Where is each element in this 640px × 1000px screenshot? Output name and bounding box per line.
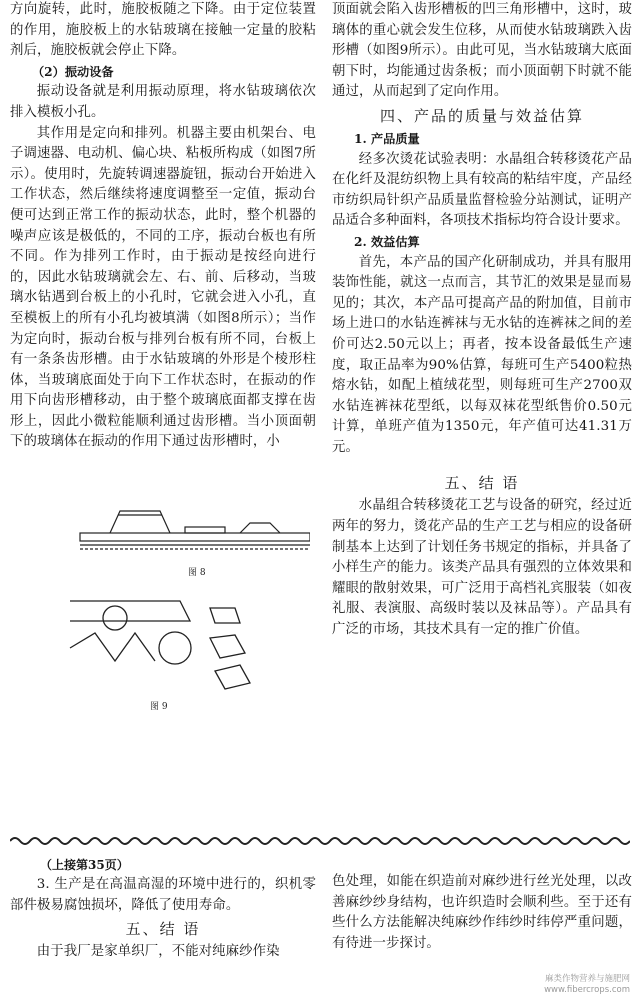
subsection-benefit-estimate: 2. 效益估算: [354, 234, 420, 249]
watermark-title: 麻类作物营养与施肥网: [544, 974, 630, 984]
watermark-url: www.fibercrops.com: [544, 985, 630, 995]
right-paragraph-4: 水晶组合转移烫花工艺与设备的研究，经过近两年的努力，烫花产品的生产工艺与相应的设备研制基本上达到了计划任务书规定的指标，并具备了小样生产的能力。该类产品具有强烈的立体效果和耀眼的散射效果，可广泛用于高档礼宾服装（如夜礼服、表演服、高级时装以及袜品等）。产品具有广泛的市场，其技术具有一定的推广价值。: [332, 498, 632, 638]
subsection-product-quality: 1. 产品质量: [354, 131, 420, 146]
site-watermark: [544, 974, 630, 996]
fig8-rhinestone: [110, 511, 170, 533]
lower-left-paragraph-2: 由于我厂是家单织厂，不能对纯麻纱作染: [36, 944, 280, 960]
lower-left-column: [10, 855, 316, 963]
figure-9: [10, 593, 310, 713]
lower-left-paragraph-1: 3. 生产是在高温高湿的环境中进行的，织机零部件极易腐蚀损坏，降低了使用寿命。: [10, 877, 316, 913]
fig8-board: [80, 533, 310, 541]
left-paragraph-3: 其作用是定向和排列。机器主要由机架台、电子调速器、电动机、偏心块、粘板所构成（如图7所示）。使用时，先旋转调速器旋钮，振动台开始进入工作状态，然后继续将速度调整至一定值，振动台便可达到正常工作的振动状态，此时，整个机器的噪声应该是极低的，不同的工序，振动台板也有所不同。作为排列工作时，由于振动是按经向进行的，因此水钻玻璃就会左、右、前、后移动，当玻璃水钻遇到台板上的小孔时，它就会进入小孔，直至模板上的所有小孔均被填满（如图8所示）；当作为定向时，振动台板与排列台板有所不同，台板上有一条条齿形槽。由于水钻玻璃的外形是个棱形柱体，当玻璃底面处于向下工作状态时，在振动的作用下向齿形槽移动，由于整个玻璃底面都支撑在齿形上，因此小微粒能顺利通过齿形槽。当小顶面朝下的玻璃体在振动的作用下通过齿形槽时，小: [10, 125, 316, 450]
figure-9-caption: 图 9: [150, 702, 168, 713]
section-4-heading: 四、产品的质量与效益估算: [379, 106, 584, 125]
continued-from-note: （上接第35页）: [40, 858, 129, 872]
section-5-heading: 五、结 语: [444, 474, 520, 493]
article-divider: [10, 834, 630, 848]
left-paragraph-2: 振动设备就是利用振动原理，将水钻玻璃依次排入模板小孔。: [10, 84, 316, 120]
right-column: [332, 0, 632, 641]
figure-8: [10, 483, 310, 583]
lower-right-paragraph-1: 色处理，如能在织造前对麻纱进行丝光处理，以改善麻纱纱身结构，也许织造时会顺利些。至于还有些什么方法能解决纯麻纱作纬纱时纬停严重问题，有待进一步探讨。: [332, 874, 632, 951]
lower-section-5-heading: 五、结 语: [125, 920, 201, 939]
right-paragraph-2: 经多次烫花试验表明：水晶组合转移烫花产品在化纤及混纺织物上具有较高的粘结牢度，产品经市纺织局针织产品质量监督检验分站测试，证明产品适合多种面料，各项技术指标均符合设计要求。: [332, 151, 632, 229]
right-paragraph-1: 顶面就会陷入齿形槽板的凹三角形槽中，这时，玻璃体的重心就会发生位移，从而使水钻玻璃跌入齿形槽（如图9所示）。由此可见，当水钻玻璃大底面朝下时，均能通过齿条板；而小顶面朝下时就不能通过，从而起到了定向作用。: [332, 2, 632, 100]
right-paragraph-3: 首先，本产品的国产化研制成功，并具有服用装饰性能，就这一点而言，其节汇的效果是显而易见的；其次，本产品可提高产品的附加值，目前市场上进口的水钻连裤袜与无水钻的连裤袜之间的差价可达2.50元以上；再者，按本设备最低生产速度，取正品率为90%估算，每班可生产5400粒热熔水钻，如配上植绒花型，则每班可生产2700双水钻连裤袜花型纸，以每双袜花型纸售价0.50元计算，单班产值为1350元，年产值可达41.31万元。: [332, 254, 632, 455]
left-paragraph-1: 方向旋转，此时，施胶板随之下降。由于定位装置的作用，施胶板上的水钻玻璃在接触一定量的胶粘剂后，施胶板就会停止下降。: [10, 2, 316, 59]
figure-8-caption: 图 8: [188, 568, 206, 579]
left-column: [10, 0, 316, 713]
subsection-vibration-equipment: （2）振动设备: [32, 64, 114, 79]
lower-right-column: [332, 872, 632, 954]
